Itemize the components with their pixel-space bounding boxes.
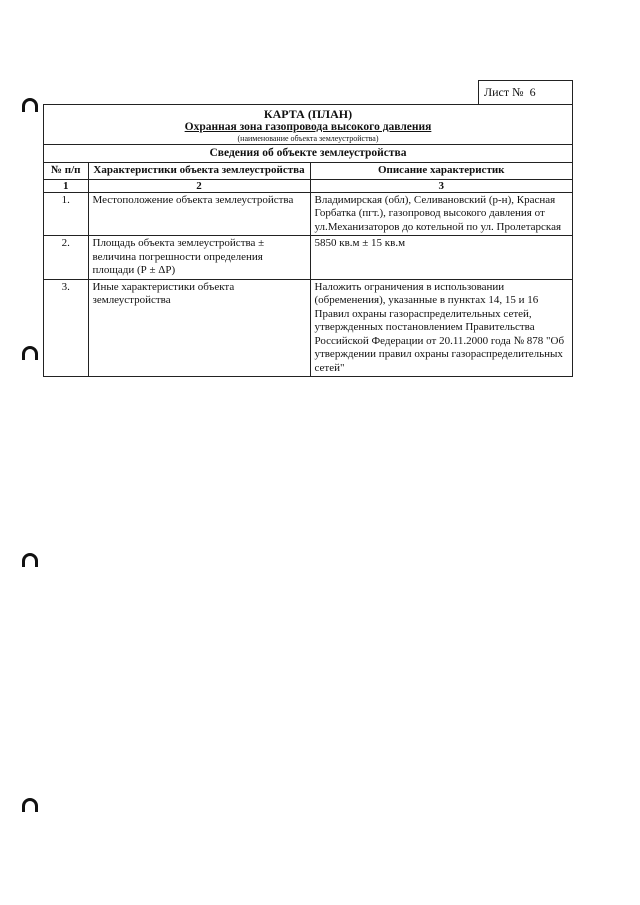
sheet-label: Лист №	[484, 85, 524, 99]
document-header	[44, 105, 572, 145]
sheet-number: 6	[529, 85, 536, 99]
column-number: 2	[88, 179, 310, 192]
column-header-description: Описание характеристик	[310, 163, 572, 179]
sheet-number-box	[478, 80, 573, 104]
row-characteristic: Площадь объекта землеустройства ± величина погрешности определения площади (Р ± ΔР)	[88, 236, 310, 280]
document-title: КАРТА (ПЛАН)	[263, 107, 353, 121]
object-name: Охранная зона газопровода высокого давления	[184, 121, 432, 133]
column-number: 1	[44, 179, 88, 192]
characteristics-table	[44, 163, 572, 376]
punch-hole-mark	[22, 553, 38, 567]
punch-hole-mark	[22, 346, 38, 360]
table-row	[44, 279, 572, 376]
row-number: 3.	[44, 279, 88, 376]
column-number: 3	[310, 179, 572, 192]
row-description: Наложить ограничения в использовании (обременения), указанные в пунктах 14, 15 и 16 Правил охраны газораспределительных сетей, утвержденных постановлением Правительства Российской Федерации от 20.11.2000 года № 878 "Об утверждении правил охраны газораспределительных сетей"	[310, 279, 572, 376]
row-number: 2.	[44, 236, 88, 280]
row-description: 5850 кв.м ± 15 кв.м	[310, 236, 572, 280]
row-description: Владимирская (обл), Селивановский (р-н), Красная Горбатка (пгт.), газопровод высокого давления от ул.Механизаторов до котельной по ул. Пролетарская	[310, 192, 572, 236]
column-header-number: № п/п	[44, 163, 88, 179]
table-row	[44, 236, 572, 280]
column-numbers-row	[44, 179, 572, 192]
punch-hole-mark	[22, 98, 38, 112]
object-name-caption: (наименование объекта землеустройства)	[237, 134, 379, 143]
row-number: 1.	[44, 192, 88, 236]
table-header-row	[44, 163, 572, 179]
section-title: Сведения об объекте землеустройства	[44, 145, 572, 163]
row-characteristic: Иные характеристики объекта землеустройства	[88, 279, 310, 376]
punch-hole-mark	[22, 798, 38, 812]
document-form	[43, 104, 573, 377]
row-characteristic: Местоположение объекта землеустройства	[88, 192, 310, 236]
table-row	[44, 192, 572, 236]
column-header-characteristic: Характеристики объекта землеустройства	[88, 163, 310, 179]
